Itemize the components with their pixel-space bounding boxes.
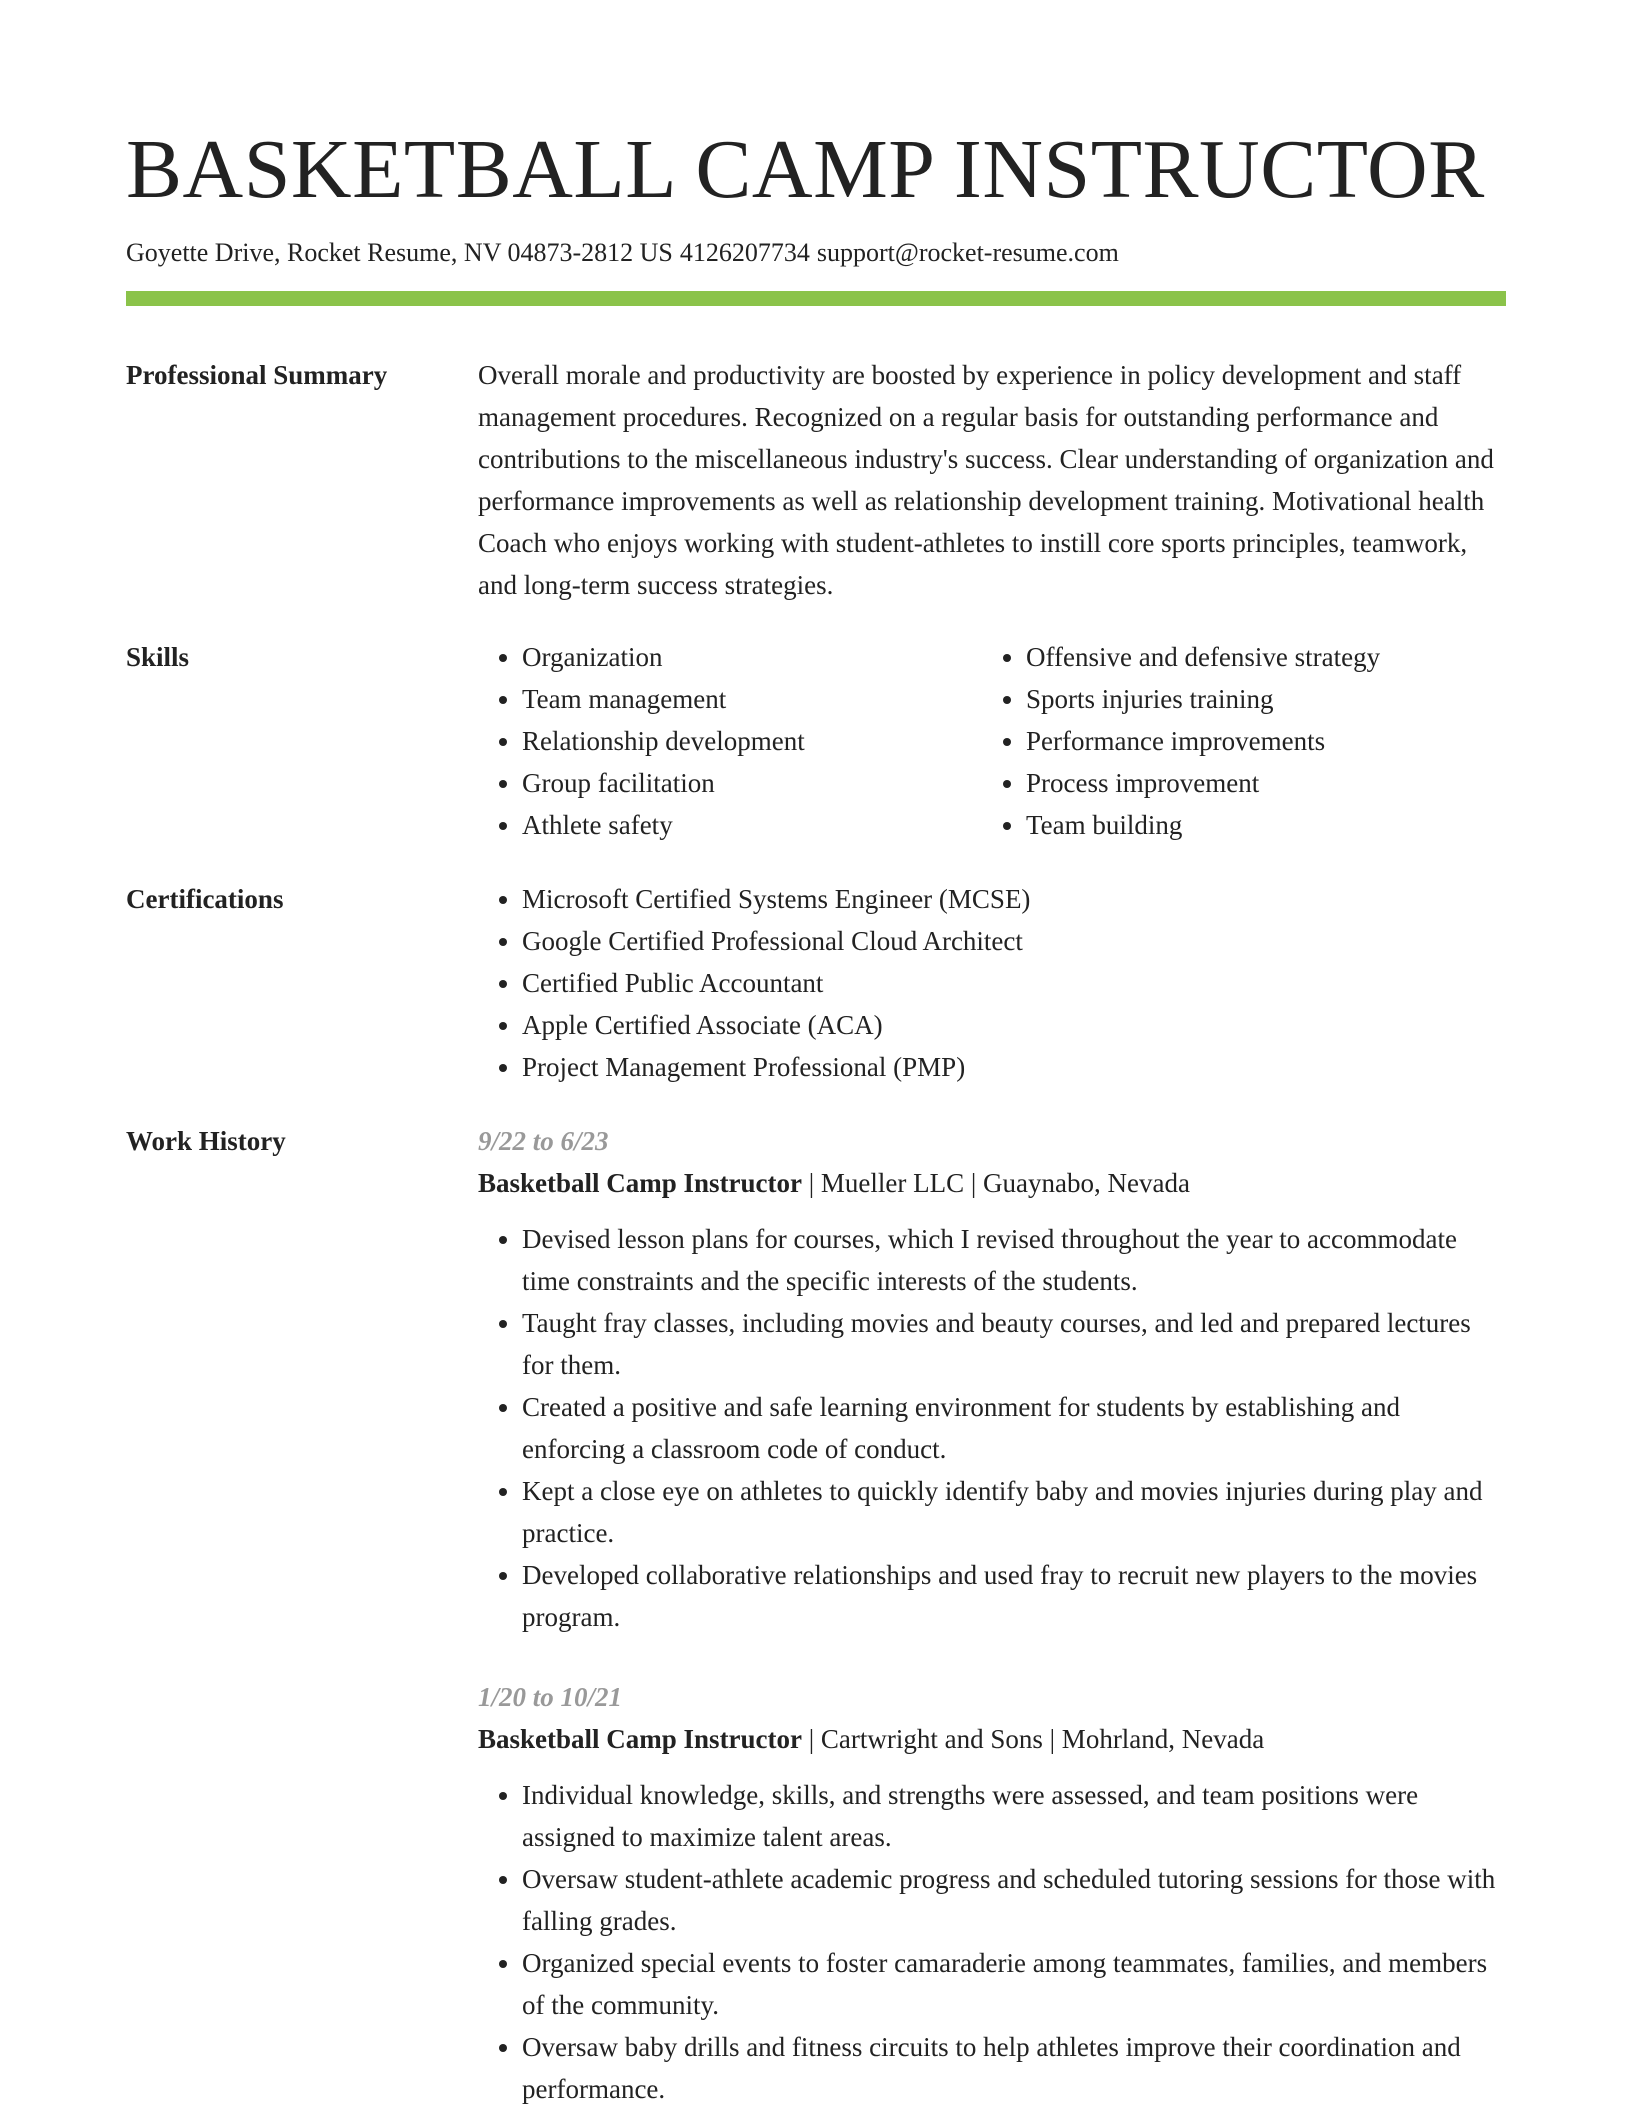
certifications-heading: Certifications (126, 884, 284, 914)
skill-item: • Organization (522, 636, 982, 678)
skill-item: • Process improvement (1026, 762, 1380, 804)
job-bullet: • Organized special events to foster camaraderie among teammates, families, and members of the community. (522, 1942, 1506, 2026)
job-entry (478, 1676, 1506, 2110)
contact-address: Goyette Drive, Rocket Resume, NV 04873-2812 US (126, 238, 673, 267)
job-bullets (478, 1774, 1506, 2110)
certification-item: • Project Management Professional (PMP) (522, 1046, 1506, 1088)
skill-item: • Team building (1026, 804, 1380, 846)
work-history-section (126, 1120, 1506, 2110)
skills-columns (478, 636, 1506, 846)
accent-divider (126, 291, 1506, 306)
certification-item: • Apple Certified Associate (ACA) (522, 1004, 1506, 1046)
contact-email: support@rocket-resume.com (816, 238, 1119, 267)
job-bullet: • Devised lesson plans for courses, which I revised throughout the year to accommodate time constraints and the specific interests of the students. (522, 1218, 1506, 1302)
job-bullet: • Taught fray classes, including movies and beauty courses, and led and prepared lectures for them. (522, 1302, 1506, 1386)
skill-item: • Offensive and defensive strategy (1026, 636, 1380, 678)
contact-phone: 4126207734 (679, 238, 810, 267)
job-title: Basketball Camp Instructor (478, 1168, 803, 1198)
job-title: Basketball Camp Instructor (478, 1724, 803, 1754)
job-bullet: • Created a positive and safe learning environment for students by establishing and enforcing a classroom code of conduct. (522, 1386, 1506, 1470)
job-bullets (478, 1218, 1506, 1638)
skill-item: • Relationship development (522, 720, 982, 762)
job-bullet: • Oversaw student-athlete academic progress and scheduled tutoring sessions for those with falling grades. (522, 1858, 1506, 1942)
certifications-body (478, 878, 1506, 1088)
summary-text: Overall morale and productivity are boosted by experience in policy development and staff management procedures. Recognized on a regular basis for outstanding performance and contributions to the miscellaneous industry's success. Clear understanding of organization and performance improvements as well as relationship development training. Motivational health Coach who enjoys working with student-athletes to instill core sports principles, teamwork, and long-term success strategies. (478, 360, 1494, 600)
skill-item: • Sports injuries training (1026, 678, 1380, 720)
skills-list-right (982, 636, 1380, 846)
skills-section (126, 636, 1506, 846)
certification-item: • Certified Public Accountant (522, 962, 1506, 1004)
work-history-heading: Work History (126, 1126, 286, 1156)
skill-item: • Athlete safety (522, 804, 982, 846)
job-bullet: • Kept a close eye on athletes to quickly identify baby and movies injuries during play and practice. (522, 1470, 1506, 1554)
skill-item: • Team management (522, 678, 982, 720)
job-heading (478, 1718, 1506, 1760)
certifications-section (126, 878, 1506, 1088)
job-heading (478, 1162, 1506, 1204)
job-dates: 1/20 to 10/21 (478, 1682, 623, 1712)
job-bullet: • Oversaw baby drills and fitness circuits to help athletes improve their coordination and performance. (522, 2026, 1506, 2110)
work-history-body (478, 1120, 1506, 2110)
job-dates: 9/22 to 6/23 (478, 1126, 609, 1156)
job-details: | Mueller LLC | Guaynabo, Nevada (802, 1168, 1190, 1198)
job-bullet: • Individual knowledge, skills, and strengths were assessed, and team positions were assigned to maximize talent areas. (522, 1774, 1506, 1858)
certifications-list (478, 878, 1506, 1088)
skill-item: • Performance improvements (1026, 720, 1380, 762)
summary-section (126, 354, 1506, 606)
job-bullet: • Developed collaborative relationships and used fray to recruit new players to the movies program. (522, 1554, 1506, 1638)
certification-item: • Microsoft Certified Systems Engineer (MCSE) (522, 878, 1506, 920)
skill-item: • Group facilitation (522, 762, 982, 804)
contact-line (126, 236, 1506, 270)
skills-list-left (478, 636, 982, 846)
skills-heading: Skills (126, 642, 190, 672)
job-details: | Cartwright and Sons | Mohrland, Nevada (802, 1724, 1265, 1754)
resume-title: BASKETBALL CAMP INSTRUCTOR (126, 123, 1485, 216)
certification-item: • Google Certified Professional Cloud Architect (522, 920, 1506, 962)
summary-heading: Professional Summary (126, 360, 388, 390)
job-entry (478, 1120, 1506, 1638)
